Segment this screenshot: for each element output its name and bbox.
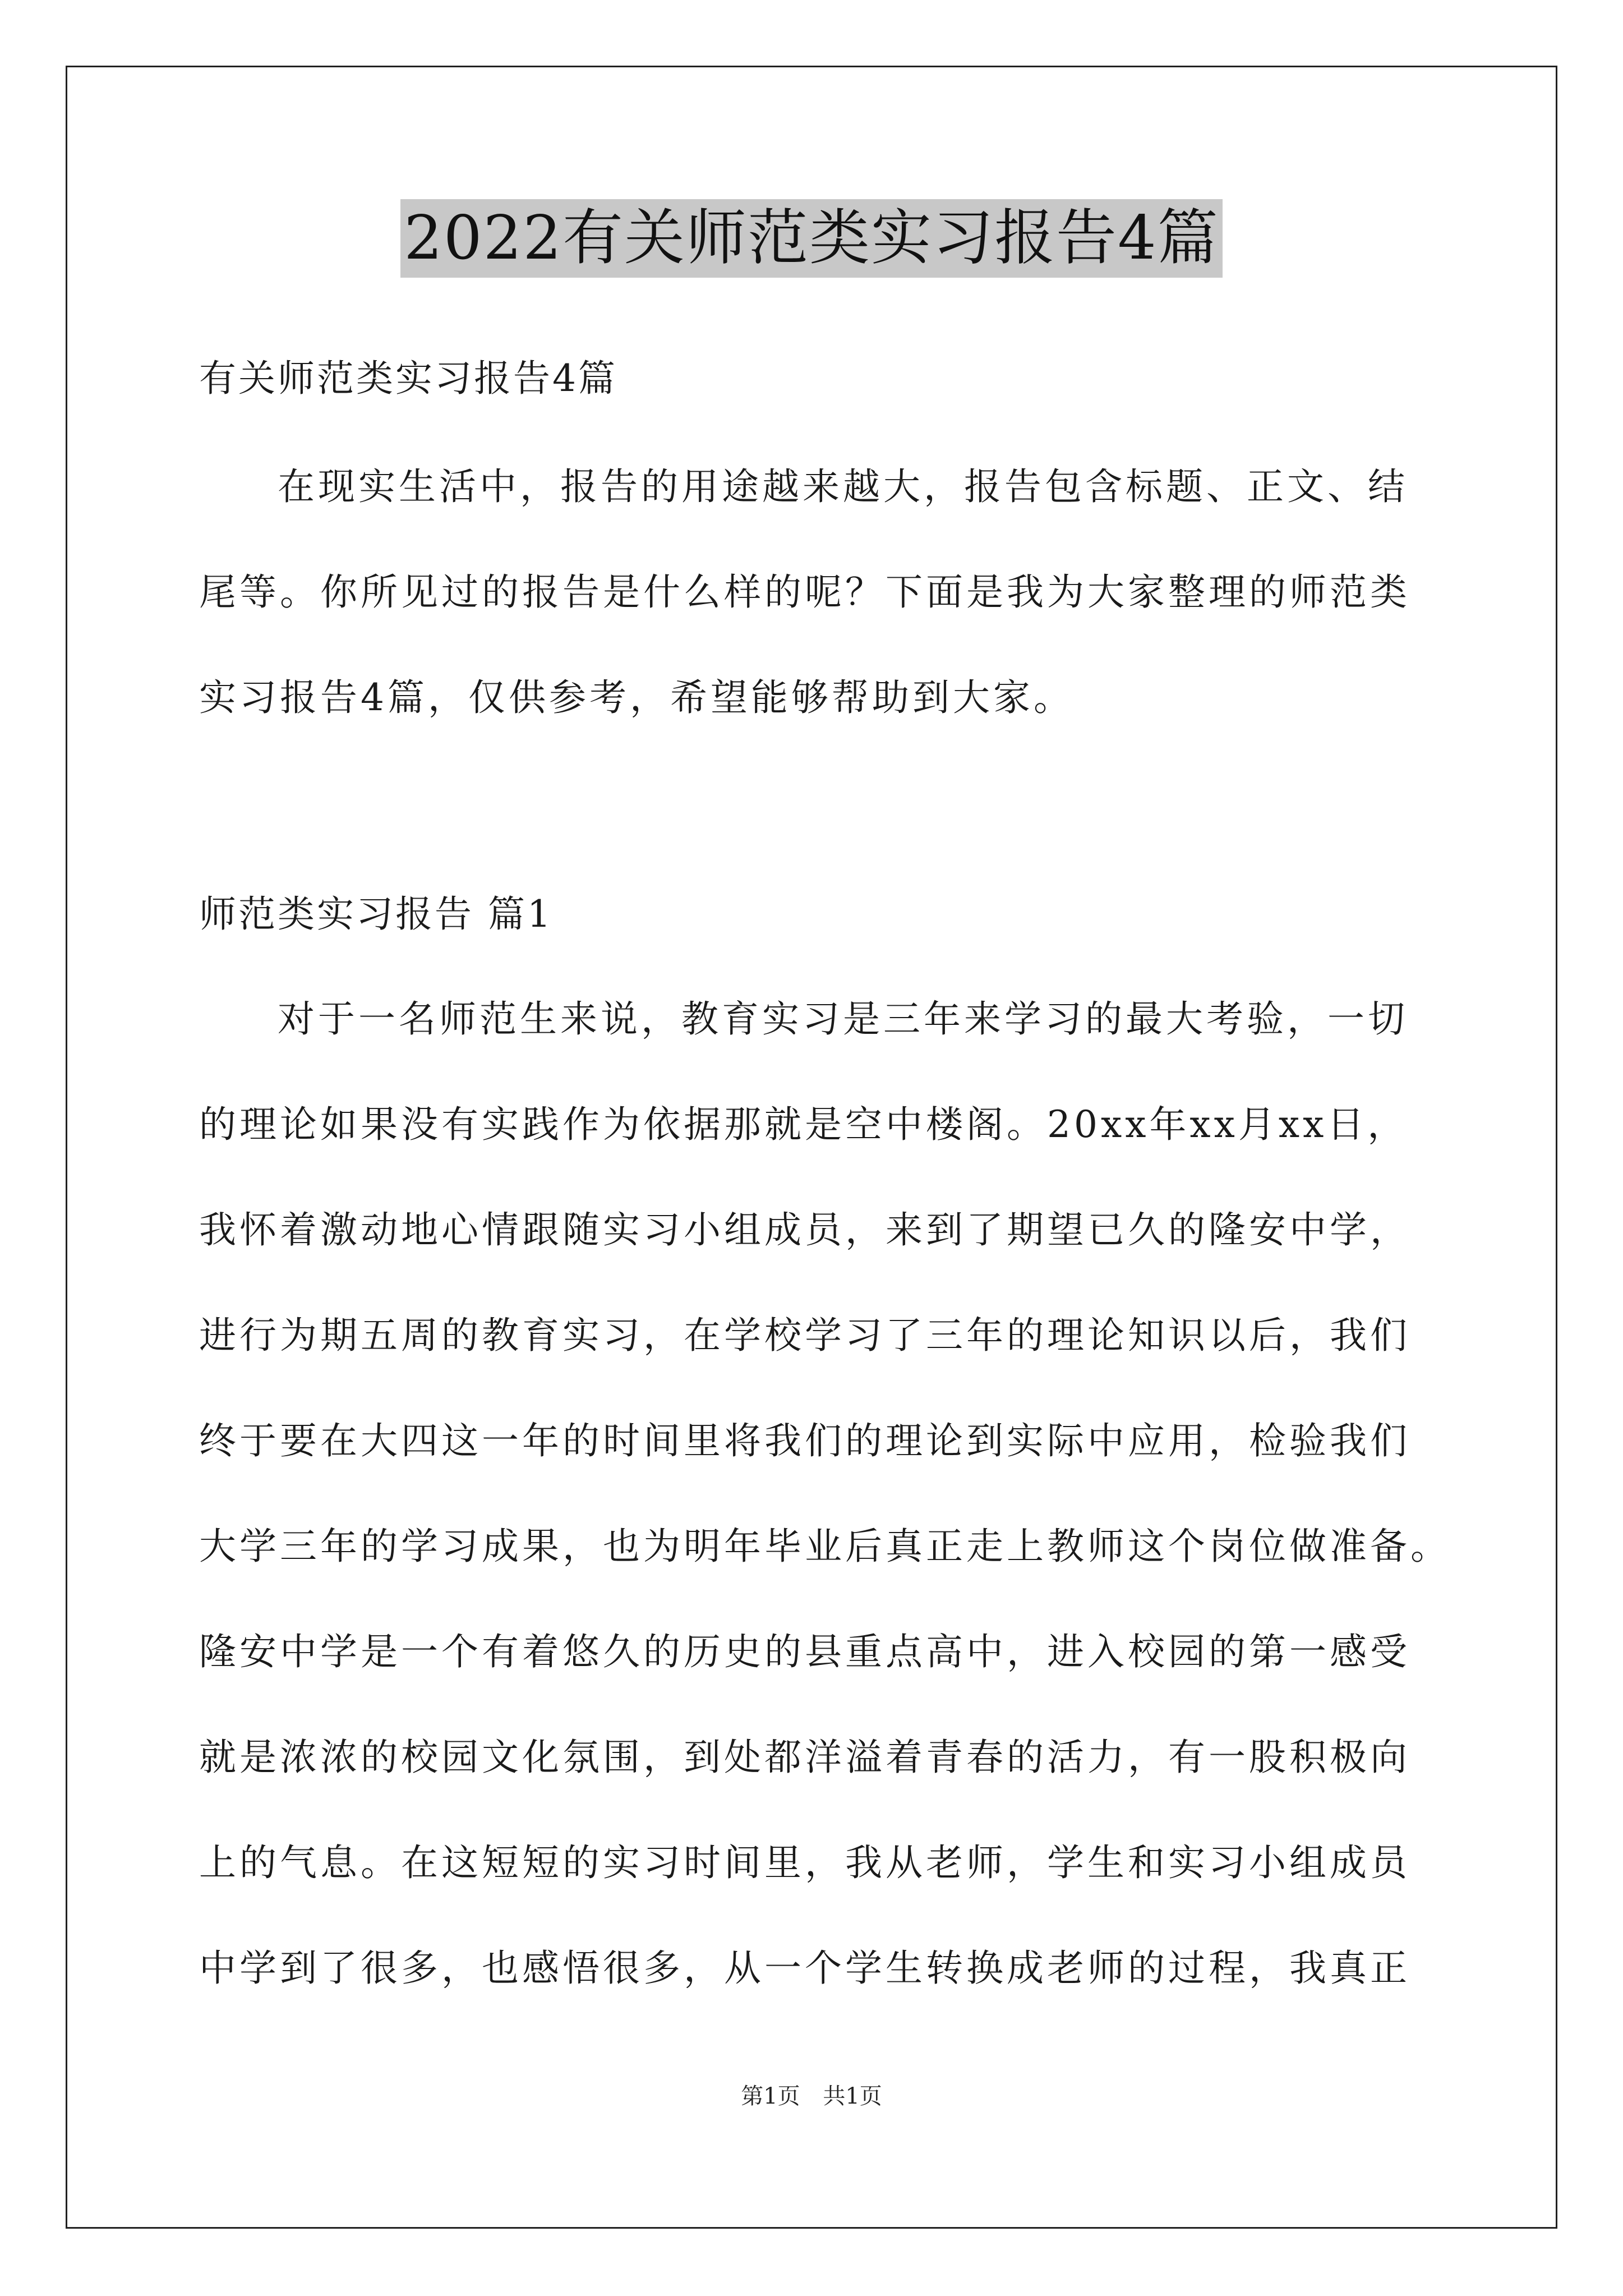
page-total: 共1页 (823, 2083, 882, 2109)
page-footer (0, 2082, 1623, 2110)
title-container (0, 199, 1623, 278)
body-line: 对于一名师范生来说，教育实习是三年来学习的最大考验，一切 (278, 997, 1408, 1041)
body-line: 隆安中学是一个有着悠久的历史的县重点高中，进入校园的第一感受 (199, 1630, 1410, 1673)
body-line: 就是浓浓的校园文化氛围，到处都洋溢着青春的活力，有一股积极向 (199, 1736, 1410, 1779)
body-line: 大学三年的学习成果，也为明年毕业后真正走上教师这个岗位做准备。 (199, 1525, 1451, 1568)
intro-line: 尾等。你所见过的报告是什么样的呢？下面是我为大家整理的师范类 (199, 570, 1410, 614)
intro-paragraph (199, 462, 1422, 778)
body-line: 上的气息。在这短短的实习时间里，我从老师，学生和实习小组成员 (199, 1841, 1410, 1884)
document-subtitle: 有关师范类实习报告4篇 (199, 357, 617, 400)
section-heading: 师范类实习报告 篇1 (199, 892, 553, 936)
intro-line: 在现实生活中，报告的用途越来越大，报告包含标题、正文、结 (278, 465, 1408, 508)
body-line: 进行为期五周的教育实习，在学校学习了三年的理论知识以后，我们 (199, 1314, 1410, 1357)
intro-line: 实习报告4篇，仅供参考，希望能够帮助到大家。 (199, 676, 1074, 719)
body-line: 中学到了很多，也感悟很多，从一个学生转换成老师的过程，我真正 (199, 1947, 1410, 1990)
document-title: 2022有关师范类实习报告4篇 (400, 199, 1223, 278)
body-line: 我怀着激动地心情跟随实习小组成员，来到了期望已久的隆安中学， (199, 1208, 1410, 1251)
body-line: 的理论如果没有实践作为依据那就是空中楼阁。20xx年xx月xx日， (199, 1103, 1408, 1146)
body-line: 终于要在大四这一年的时间里将我们的理论到实际中应用，检验我们 (199, 1419, 1410, 1462)
body-paragraph (199, 994, 1451, 2049)
page-number: 第1页 (741, 2083, 800, 2109)
